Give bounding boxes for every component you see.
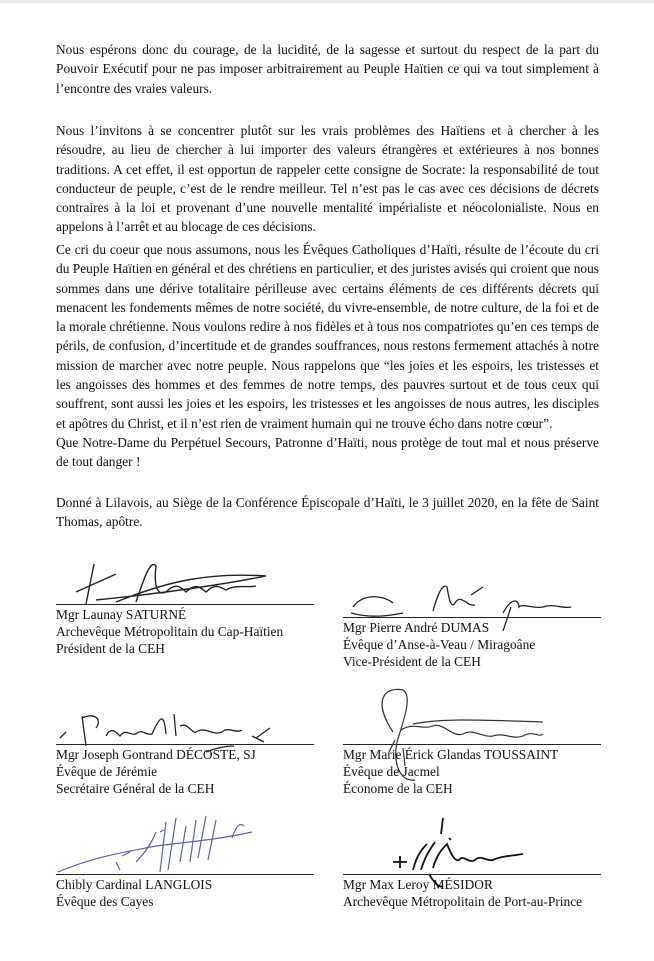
- signatory-role: Secrétaire Général de la CEH: [56, 781, 215, 796]
- signatory-title: Évêque de Jacmel: [343, 764, 440, 779]
- handwritten-signature: [343, 573, 603, 623]
- viewer-top-border: [0, 0, 654, 3]
- paragraph-cri-du-coeur: Ce cri du coeur que nous assumons, nous les Évêques Catholiques d’Haïti, résulte de l’écoute du cri du Peuple Haïtien en général et des chrétiens en particulier, et des juristes avisés qui croient que nous sommes dans une dérive totalitaire périlleuse avec certains éléments de ces différents décrets qui menacent les fondements mêmes de notre société, du vivre-ensemble, de notre culture, de la foi et de la morale chrétienne. Nous voulons redire à nos fidèles et à tous nos compatriotes qu’en ces temps de périls, de confusion, d’incertitude et de grandes souffrances, nous restons fermement attachés à notre mission de marcher avec notre peuple. Nous rappelons que “les joies et les espoirs, les tristesses et les angoisses des hommes et des femmes de notre temps, des pauvres surtout et de tous ceux qui souffrent, sont aussi les joies et les espoirs, les tristesses et les angoisses de nous autres, les disciples et apôtres du Christ, et il n’est rien de vraiment humain qui ne trouve écho dans notre cœur”.: [56, 242, 599, 431]
- signatory-name: Mgr Launay SATURNÉ: [56, 607, 187, 622]
- signatory-title: Évêque de Jérémie: [56, 764, 158, 779]
- paragraph-prayer: Que Notre-Dame du Perpétuel Secours, Patronne d’Haïti, nous protège de tout mal et nous préserve de tout danger !: [56, 435, 599, 470]
- signatory-role: Vice-Président de la CEH: [343, 654, 481, 669]
- paragraph-given-at: Donné à Lilavois, au Siège de la Conférence Épiscopale d’Haïti, le 3 juillet 2020, en la fête de Saint Thomas, apôtre.: [56, 495, 599, 530]
- signatory-title: Archevêque Métropolitain de Port-au-Prince: [343, 894, 583, 909]
- signature-line: [56, 744, 314, 745]
- paragraph-invitation: Nous l’invitons à se concentrer plutôt sur les vrais problèmes des Haïtiens et à chercher à les résoudre, au lieu de chercher à lui importer des valeurs étrangères et extérieures à nos bonnes traditions. A cet effet, il est opportun de rappeler cette consigne de Socrate: la responsabilité de tout conducteur de peuple, c’est de le rendre meilleur. Tel n’est pas le cas avec ces décisions de décrets contraires à la loi et provenant d’une nouvelle mentalité impérialiste et néocolonialiste. Nous en appelons à l’arrêt et au blocage de ces décisions.: [56, 123, 599, 235]
- signatory-role: Président de la CEH: [56, 641, 165, 656]
- signatory-name: Mgr Joseph Gontrand DÉCOSTE, SJ: [56, 747, 256, 762]
- signature-line: [343, 617, 601, 618]
- signature-line: [343, 874, 601, 875]
- signatory-title: Archevêque Métropolitain du Cap-Haïtien: [56, 624, 284, 639]
- signature-line: [56, 604, 314, 605]
- signatory-name: Mgr Max Leroy MÉSIDOR: [343, 877, 493, 892]
- paragraph-courage: Nous espérons donc du courage, de la lucidité, de la sagesse et surtout du respect de la part du Pouvoir Exécutif pour ne pas imposer arbitrairement au Peuple Haïtien ce qui va tout simplement à l’encontre des vraies valeurs.: [56, 42, 599, 96]
- signatory-title: Évêque d’Anse-à-Veau / Miragoâne: [343, 637, 536, 652]
- signatory-name: Mgr Pierre André DUMAS: [343, 620, 490, 635]
- signature-line: [343, 744, 601, 745]
- signatory-name: Chibly Cardinal LANGLOIS: [56, 877, 213, 892]
- signatory-name: Mgr Marie Érick Glandas TOUSSAINT: [343, 747, 559, 762]
- handwritten-signature: [56, 552, 316, 612]
- signatory-title: Évêque des Cayes: [56, 894, 154, 909]
- signatory-role: Économe de la CEH: [343, 781, 453, 796]
- signature-line: [56, 874, 314, 875]
- handwritten-signature: [56, 812, 316, 882]
